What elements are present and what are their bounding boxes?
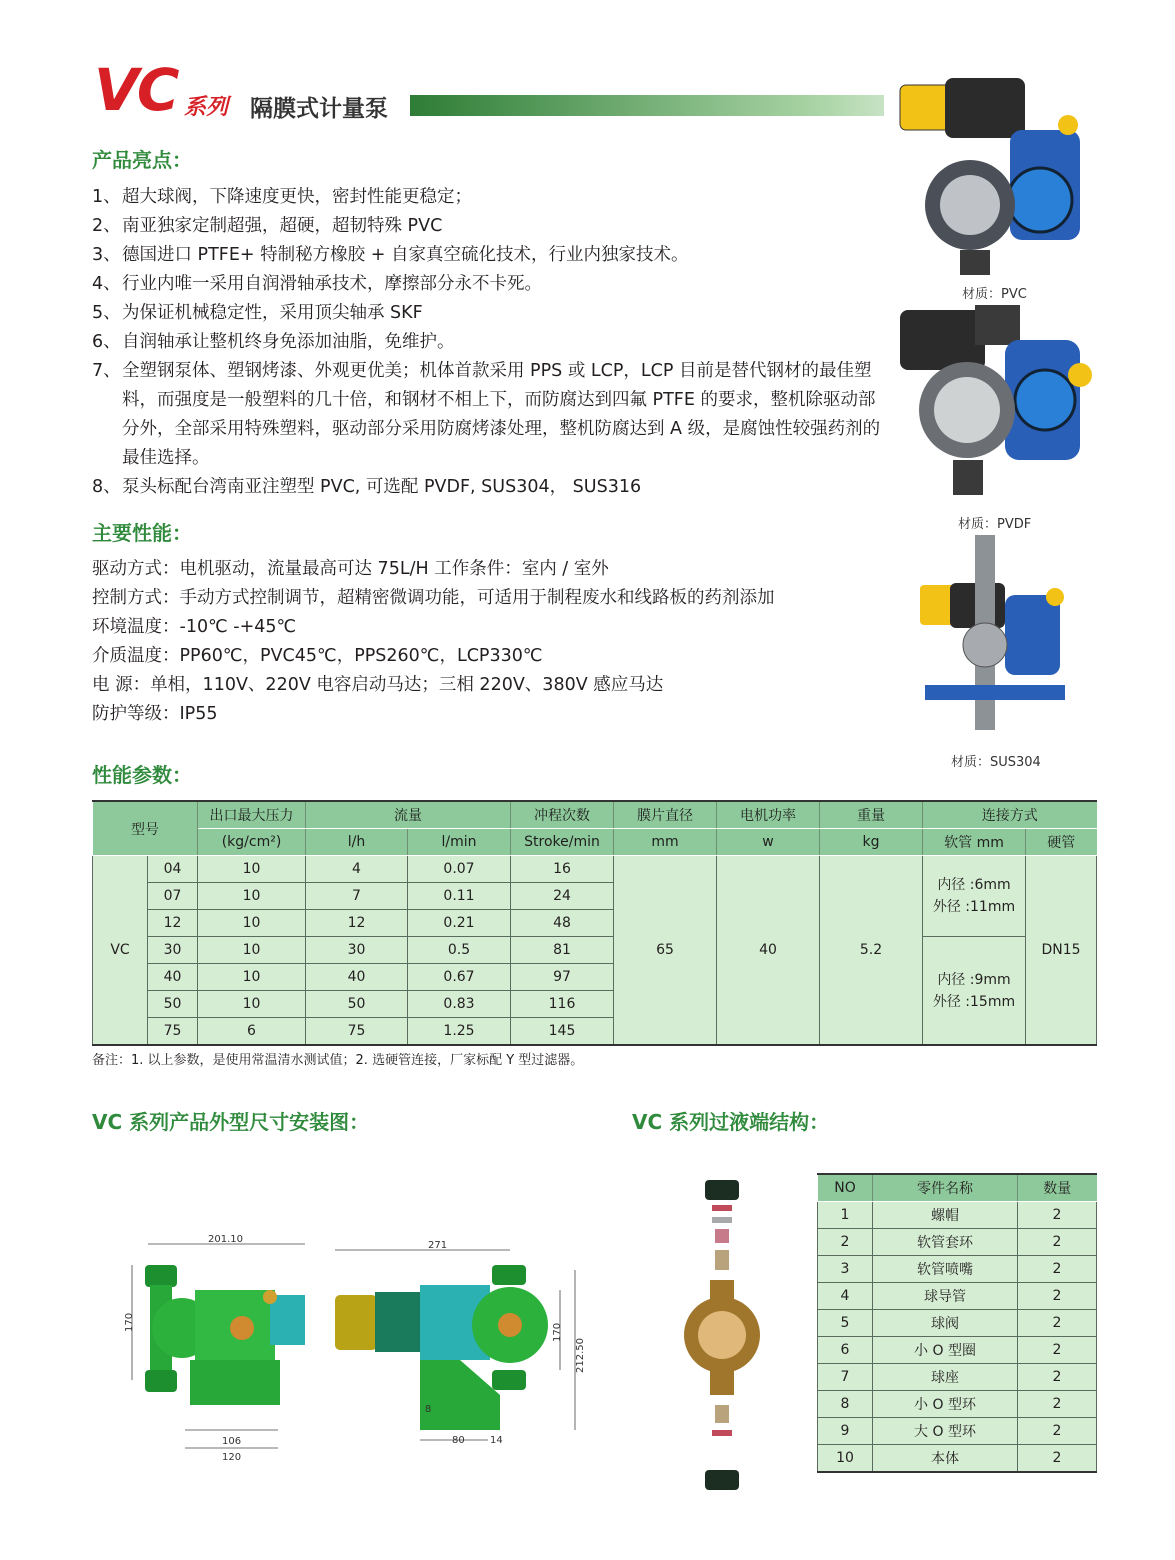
hose-small-inner: 内径 :6mm (937, 877, 1011, 893)
part-qty: 2 (1018, 1391, 1097, 1418)
part-no: 6 (818, 1337, 873, 1364)
hose-large-outer: 外径 :15mm (932, 993, 1016, 1010)
cell-flow-lmin: 0.5 (408, 937, 511, 964)
highlight-text: 泵头标配台湾南亚注塑型 PVC, 可选配 PVDF, SUS304， SUS316 (122, 477, 642, 497)
hard-tube-cell: DN15 (1026, 856, 1097, 1046)
th-no: NO (818, 1174, 873, 1202)
dim-170-right: 170 (552, 1322, 563, 1342)
th-hard-tube: 硬管 (1026, 829, 1097, 856)
structure-heading: VC 系列过液端结构： (632, 1110, 830, 1134)
series-label: 系列 (184, 95, 229, 120)
part-qty: 2 (1018, 1445, 1097, 1473)
th-connection: 连接方式 (923, 801, 1097, 829)
cell-pressure: 10 (198, 883, 306, 910)
perf-drive: 驱动方式：电机驱动，流量最高可达 75L/H 工作条件：室内 / 室外 (92, 559, 609, 579)
highlight-item (92, 357, 882, 473)
th-diaphragm: 膜片直径 (614, 801, 717, 829)
part-no: 1 (818, 1202, 873, 1229)
hose-large-cell (923, 937, 1026, 1046)
cell-model: 40 (148, 964, 198, 991)
photo-caption-sus304: 材质：SUS304 (951, 755, 1041, 770)
dim-14: 14 (490, 1435, 503, 1446)
power-cell: 40 (717, 856, 820, 1046)
perf-protection: 防护等级：IP55 (92, 704, 218, 724)
highlight-item (92, 183, 882, 212)
th-stroke-unit: Stroke/min (511, 829, 614, 856)
cell-model: 75 (148, 1018, 198, 1046)
cell-pressure: 6 (198, 1018, 306, 1046)
hose-small-outer: 外径 :11mm (932, 899, 1016, 915)
part-name: 球座 (873, 1364, 1018, 1391)
cell-model: 12 (148, 910, 198, 937)
part-no: 5 (818, 1310, 873, 1337)
part-name: 螺帽 (873, 1202, 1018, 1229)
perf-ambient-temp: 环境温度：-10℃ -+45℃ (92, 617, 297, 637)
highlight-number: 1、 (92, 187, 121, 207)
part-no: 3 (818, 1256, 873, 1283)
part-name: 软管喷嘴 (873, 1256, 1018, 1283)
th-model: 型号 (93, 801, 198, 856)
highlight-number: 7、 (92, 361, 121, 381)
cell-stroke: 16 (511, 856, 614, 883)
highlight-text: 超大球阀，下降速度更快，密封性能更稳定； (122, 187, 472, 207)
part-no: 2 (818, 1229, 873, 1256)
dim-212: 212.50 (575, 1338, 586, 1373)
cell-pressure: 10 (198, 991, 306, 1018)
perf-power-supply: 电 源：单相，110V、220V 电容启动马达；三相 220V、380V 感应马达 (92, 675, 664, 695)
params-note: 备注：1. 以上参数，是使用常温清水测试值；2. 选硬管连接，厂家标配 Y 型过滤器。 (92, 1053, 584, 1068)
part-qty: 2 (1018, 1256, 1097, 1283)
dim-106: 106 (222, 1436, 242, 1447)
highlight-number: 5、 (92, 303, 121, 323)
cell-pressure: 10 (198, 856, 306, 883)
dim-170-left: 170 (124, 1312, 135, 1332)
cell-flow-lmin: 0.07 (408, 856, 511, 883)
highlight-text: 为保证机械稳定性，采用顶尖轴承 SKF (122, 303, 423, 323)
perf-control: 控制方式：手动方式控制调节，超精密微调功能，可适用于制程废水和线路板的药剂添加 (92, 588, 775, 608)
cell-stroke: 81 (511, 937, 614, 964)
part-name: 大 O 型环 (873, 1418, 1018, 1445)
performance-list (92, 555, 775, 729)
cell-flow-lh: 4 (306, 856, 408, 883)
pump-photo-pvdf (895, 300, 1105, 505)
highlight-number: 3、 (92, 245, 121, 265)
cell-model: 30 (148, 937, 198, 964)
highlight-number: 8、 (92, 477, 121, 497)
part-name: 软管套环 (873, 1229, 1018, 1256)
th-pressure-unit: (kg/cm²) (198, 829, 306, 856)
cell-model: 07 (148, 883, 198, 910)
title-gradient-bar (410, 95, 884, 116)
th-weight-unit: kg (820, 829, 923, 856)
liquid-end-exploded-view (660, 1175, 780, 1500)
cell-stroke: 116 (511, 991, 614, 1018)
cell-flow-lh: 7 (306, 883, 408, 910)
dim-201: 201.10 (208, 1234, 243, 1245)
cell-pressure: 10 (198, 937, 306, 964)
pump-photo-pvc (890, 70, 1100, 280)
part-qty: 2 (1018, 1202, 1097, 1229)
weight-cell: 5.2 (820, 856, 923, 1046)
photo-caption-pvdf: 材质：PVDF (958, 517, 1032, 532)
page-title: 隔膜式计量泵 (250, 95, 388, 122)
th-power-unit: w (717, 829, 820, 856)
highlight-item (92, 270, 882, 299)
dim-120: 120 (222, 1452, 242, 1463)
install-drawing (120, 1230, 600, 1470)
cell-flow-lh: 75 (306, 1018, 408, 1046)
highlight-number: 4、 (92, 274, 121, 294)
part-qty: 2 (1018, 1229, 1097, 1256)
cell-stroke: 97 (511, 964, 614, 991)
highlight-text: 行业内唯一采用自润滑轴承技术，摩擦部分永不卡死。 (122, 274, 542, 294)
part-no: 4 (818, 1283, 873, 1310)
part-name: 球阀 (873, 1310, 1018, 1337)
th-qty: 数量 (1018, 1174, 1097, 1202)
th-flow-lmin: l/min (408, 829, 511, 856)
front-view (335, 1240, 586, 1446)
cell-flow-lh: 40 (306, 964, 408, 991)
params-table (92, 800, 1097, 1046)
highlight-number: 6、 (92, 332, 121, 352)
part-name: 小 O 型圈 (873, 1337, 1018, 1364)
th-soft-tube: 软管 mm (923, 829, 1026, 856)
highlight-item (92, 473, 882, 502)
highlights-list (92, 183, 882, 502)
side-view (124, 1234, 305, 1463)
cell-flow-lmin: 0.67 (408, 964, 511, 991)
part-no: 8 (818, 1391, 873, 1418)
cell-stroke: 145 (511, 1018, 614, 1046)
part-qty: 2 (1018, 1418, 1097, 1445)
cell-flow-lmin: 0.83 (408, 991, 511, 1018)
params-heading: 性能参数： (92, 763, 192, 787)
highlight-item (92, 212, 882, 241)
th-stroke: 冲程次数 (511, 801, 614, 829)
th-weight: 重量 (820, 801, 923, 829)
part-qty: 2 (1018, 1283, 1097, 1310)
part-no: 7 (818, 1364, 873, 1391)
part-no: 9 (818, 1418, 873, 1445)
pump-photo-sus304 (915, 535, 1075, 735)
part-name: 球导管 (873, 1283, 1018, 1310)
th-power: 电机功率 (717, 801, 820, 829)
series-logo: VC (94, 56, 178, 124)
dim-80: 80 (452, 1435, 465, 1446)
th-flow: 流量 (306, 801, 511, 829)
highlight-number: 2、 (92, 216, 121, 236)
highlight-text: 全塑钢泵体、塑钢烤漆、外观更优美；机体首款采用 PPS 或 LCP，LCP 目前是替代钢材的最佳塑料，而强度是一般塑料的几十倍，和钢材不相上下，而防腐达到四氟 PTFE 的要求，整机除驱动部分外，全部采用特殊塑料，驱动部分采用防腐烤漆处理，整机防腐达到 A 级，是腐蚀性较强药剂的最佳选择。 (122, 361, 881, 468)
parts-table (817, 1173, 1097, 1473)
photo-caption-pvc: 材质：PVC (962, 287, 1027, 302)
cell-flow-lmin: 0.21 (408, 910, 511, 937)
cell-model: 50 (148, 991, 198, 1018)
cell-flow-lmin: 1.25 (408, 1018, 511, 1046)
highlight-item (92, 328, 882, 357)
th-pressure: 出口最大压力 (198, 801, 306, 829)
diaphragm-cell: 65 (614, 856, 717, 1046)
cell-flow-lh: 50 (306, 991, 408, 1018)
perf-medium-temp: 介质温度：PP60℃，PVC45℃，PPS260℃，LCP330℃ (92, 646, 543, 666)
part-no: 10 (818, 1445, 873, 1473)
cell-flow-lh: 12 (306, 910, 408, 937)
highlight-text: 自润轴承让整机终身免添加油脂，免维护。 (122, 332, 455, 352)
part-qty: 2 (1018, 1337, 1097, 1364)
cell-flow-lmin: 0.11 (408, 883, 511, 910)
th-part-name: 零件名称 (873, 1174, 1018, 1202)
performance-heading: 主要性能： (92, 521, 192, 545)
highlight-text: 南亚独家定制超强，超硬，超韧特殊 PVC (122, 216, 443, 236)
part-name: 小 O 型环 (873, 1391, 1018, 1418)
cell-pressure: 10 (198, 964, 306, 991)
highlight-text: 德国进口 PTFE+ 特制秘方橡胶 + 自家真空硫化技术，行业内独家技术。 (122, 245, 689, 265)
hose-small-cell (923, 856, 1026, 937)
part-qty: 2 (1018, 1364, 1097, 1391)
cell-stroke: 24 (511, 883, 614, 910)
th-diaphragm-unit: mm (614, 829, 717, 856)
install-heading: VC 系列产品外型尺寸安装图： (92, 1110, 370, 1134)
part-qty: 2 (1018, 1310, 1097, 1337)
cell-flow-lh: 30 (306, 937, 408, 964)
highlights-heading: 产品亮点： (92, 148, 192, 172)
th-flow-lh: l/h (306, 829, 408, 856)
dim-271: 271 (428, 1240, 448, 1251)
series-cell: VC (93, 856, 148, 1046)
cell-model: 04 (148, 856, 198, 883)
cell-stroke: 48 (511, 910, 614, 937)
hose-large-inner: 内径 :9mm (937, 971, 1011, 988)
highlight-item (92, 299, 882, 328)
part-name: 本体 (873, 1445, 1018, 1473)
cell-pressure: 10 (198, 910, 306, 937)
dim-8: 8 (425, 1404, 432, 1415)
highlight-item (92, 241, 882, 270)
